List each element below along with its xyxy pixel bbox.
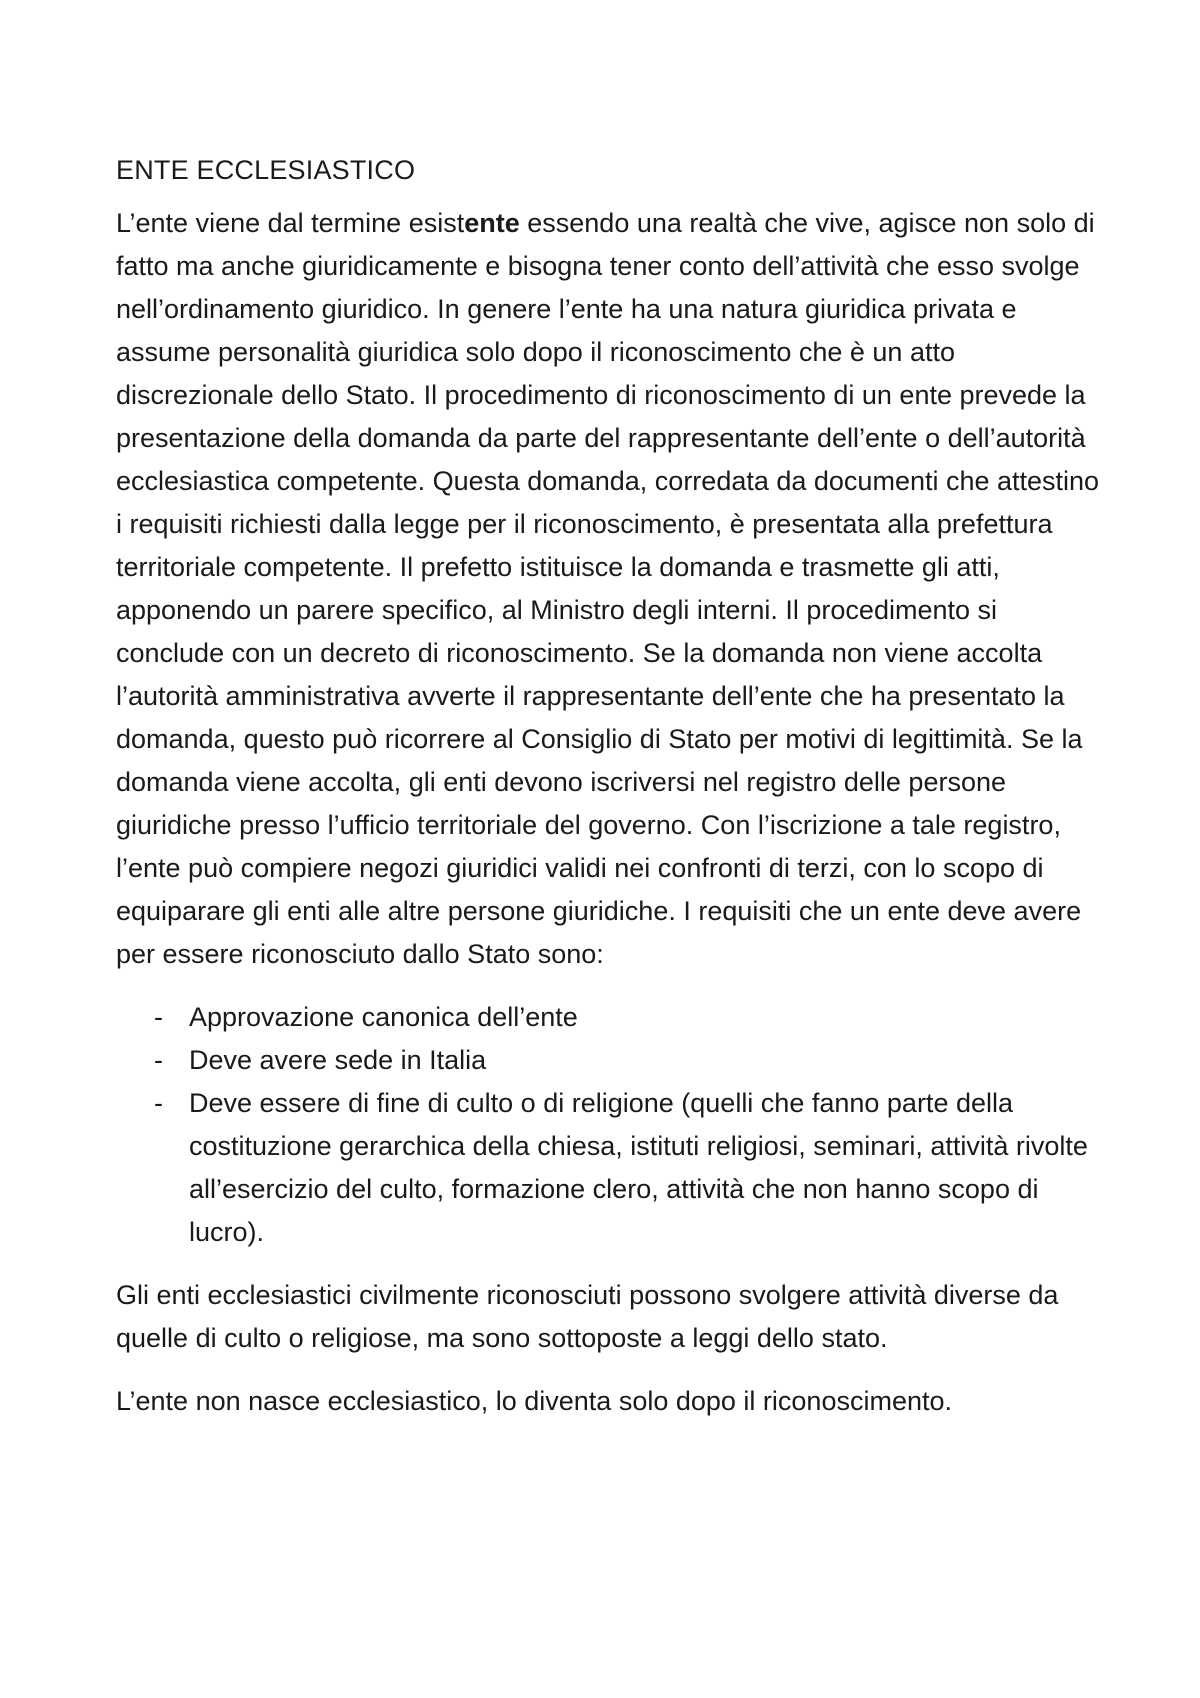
list-dash: - bbox=[154, 1045, 163, 1075]
list-dash: - bbox=[154, 1002, 163, 1032]
requirement-item bbox=[116, 1039, 1106, 1082]
requirement-item bbox=[116, 996, 1106, 1039]
requirement-text: Deve essere di fine di culto o di religione (quelli che fanno parte della costituzione gerarchica della chiesa, istituti religiosi, seminari, attività rivolte all’esercizio del culto, formazione clero, attività che non hanno scopo di lucro). bbox=[189, 1088, 1088, 1247]
document-body bbox=[116, 150, 1106, 1443]
document-title: ENTE ECCLESIASTICO bbox=[116, 155, 416, 185]
intro-paragraph bbox=[116, 202, 1106, 976]
paragraph-conclusion: L’ente non nasce ecclesiastico, lo diventa solo dopo il riconoscimento. bbox=[116, 1386, 952, 1416]
requirement-text: Deve avere sede in Italia bbox=[189, 1045, 487, 1075]
paragraph-activities: Gli enti ecclesiastici civilmente riconosciuti possono svolgere attività diverse da quelle di culto o religiose, ma sono sottoposte a leggi dello stato. bbox=[116, 1280, 1059, 1353]
intro-text-before: L’ente viene dal termine esist bbox=[116, 208, 465, 238]
list-dash: - bbox=[154, 1088, 163, 1118]
requirement-item bbox=[116, 1082, 1106, 1254]
intro-bold-text: ente bbox=[464, 208, 520, 238]
requirement-text: Approvazione canonica dell’ente bbox=[189, 1002, 578, 1032]
requirements-list bbox=[116, 996, 1106, 1254]
intro-text-after: essendo una realtà che vive, agisce non solo di fatto ma anche giuridicamente e bisogna tener conto dell’attività che esso svolge nell’ordinamento giuridico. In genere l’ente ha una natura giuridica privata e assume personalità giuridica solo dopo il riconoscimento che è un atto discrezionale dello Stato. Il procedimento di riconoscimento di un ente prevede la presentazione della domanda da parte del rappresentante dell’ente o dell’autorità ecclesiastica competente. Questa domanda, corredata da documenti che attestino i requisiti richiesti dalla legge per il riconoscimento, è presentata alla prefettura territoriale competente. Il prefetto istituisce la domanda e trasmette gli atti, apponendo un parere specifico, al Ministro degli interni. Il procedimento si conclude con un decreto di riconoscimento. Se la domanda non viene accolta l’autorità amministrativa avverte il rappresentante dell’ente che ha presentato la domanda, questo può ricorrere al Consiglio di Stato per motivi di legittimità. Se la domanda viene accolta, gli enti devono iscriversi nel registro delle persone giuridiche presso l’ufficio territoriale del governo. Con l’iscrizione a tale registro, l’ente può compiere negozi giuridici validi nei confronti di terzi, con lo scopo di equiparare gli enti alle altre persone giuridiche. I requisiti che un ente deve avere per essere riconosciuto dallo Stato sono: bbox=[116, 208, 1100, 969]
